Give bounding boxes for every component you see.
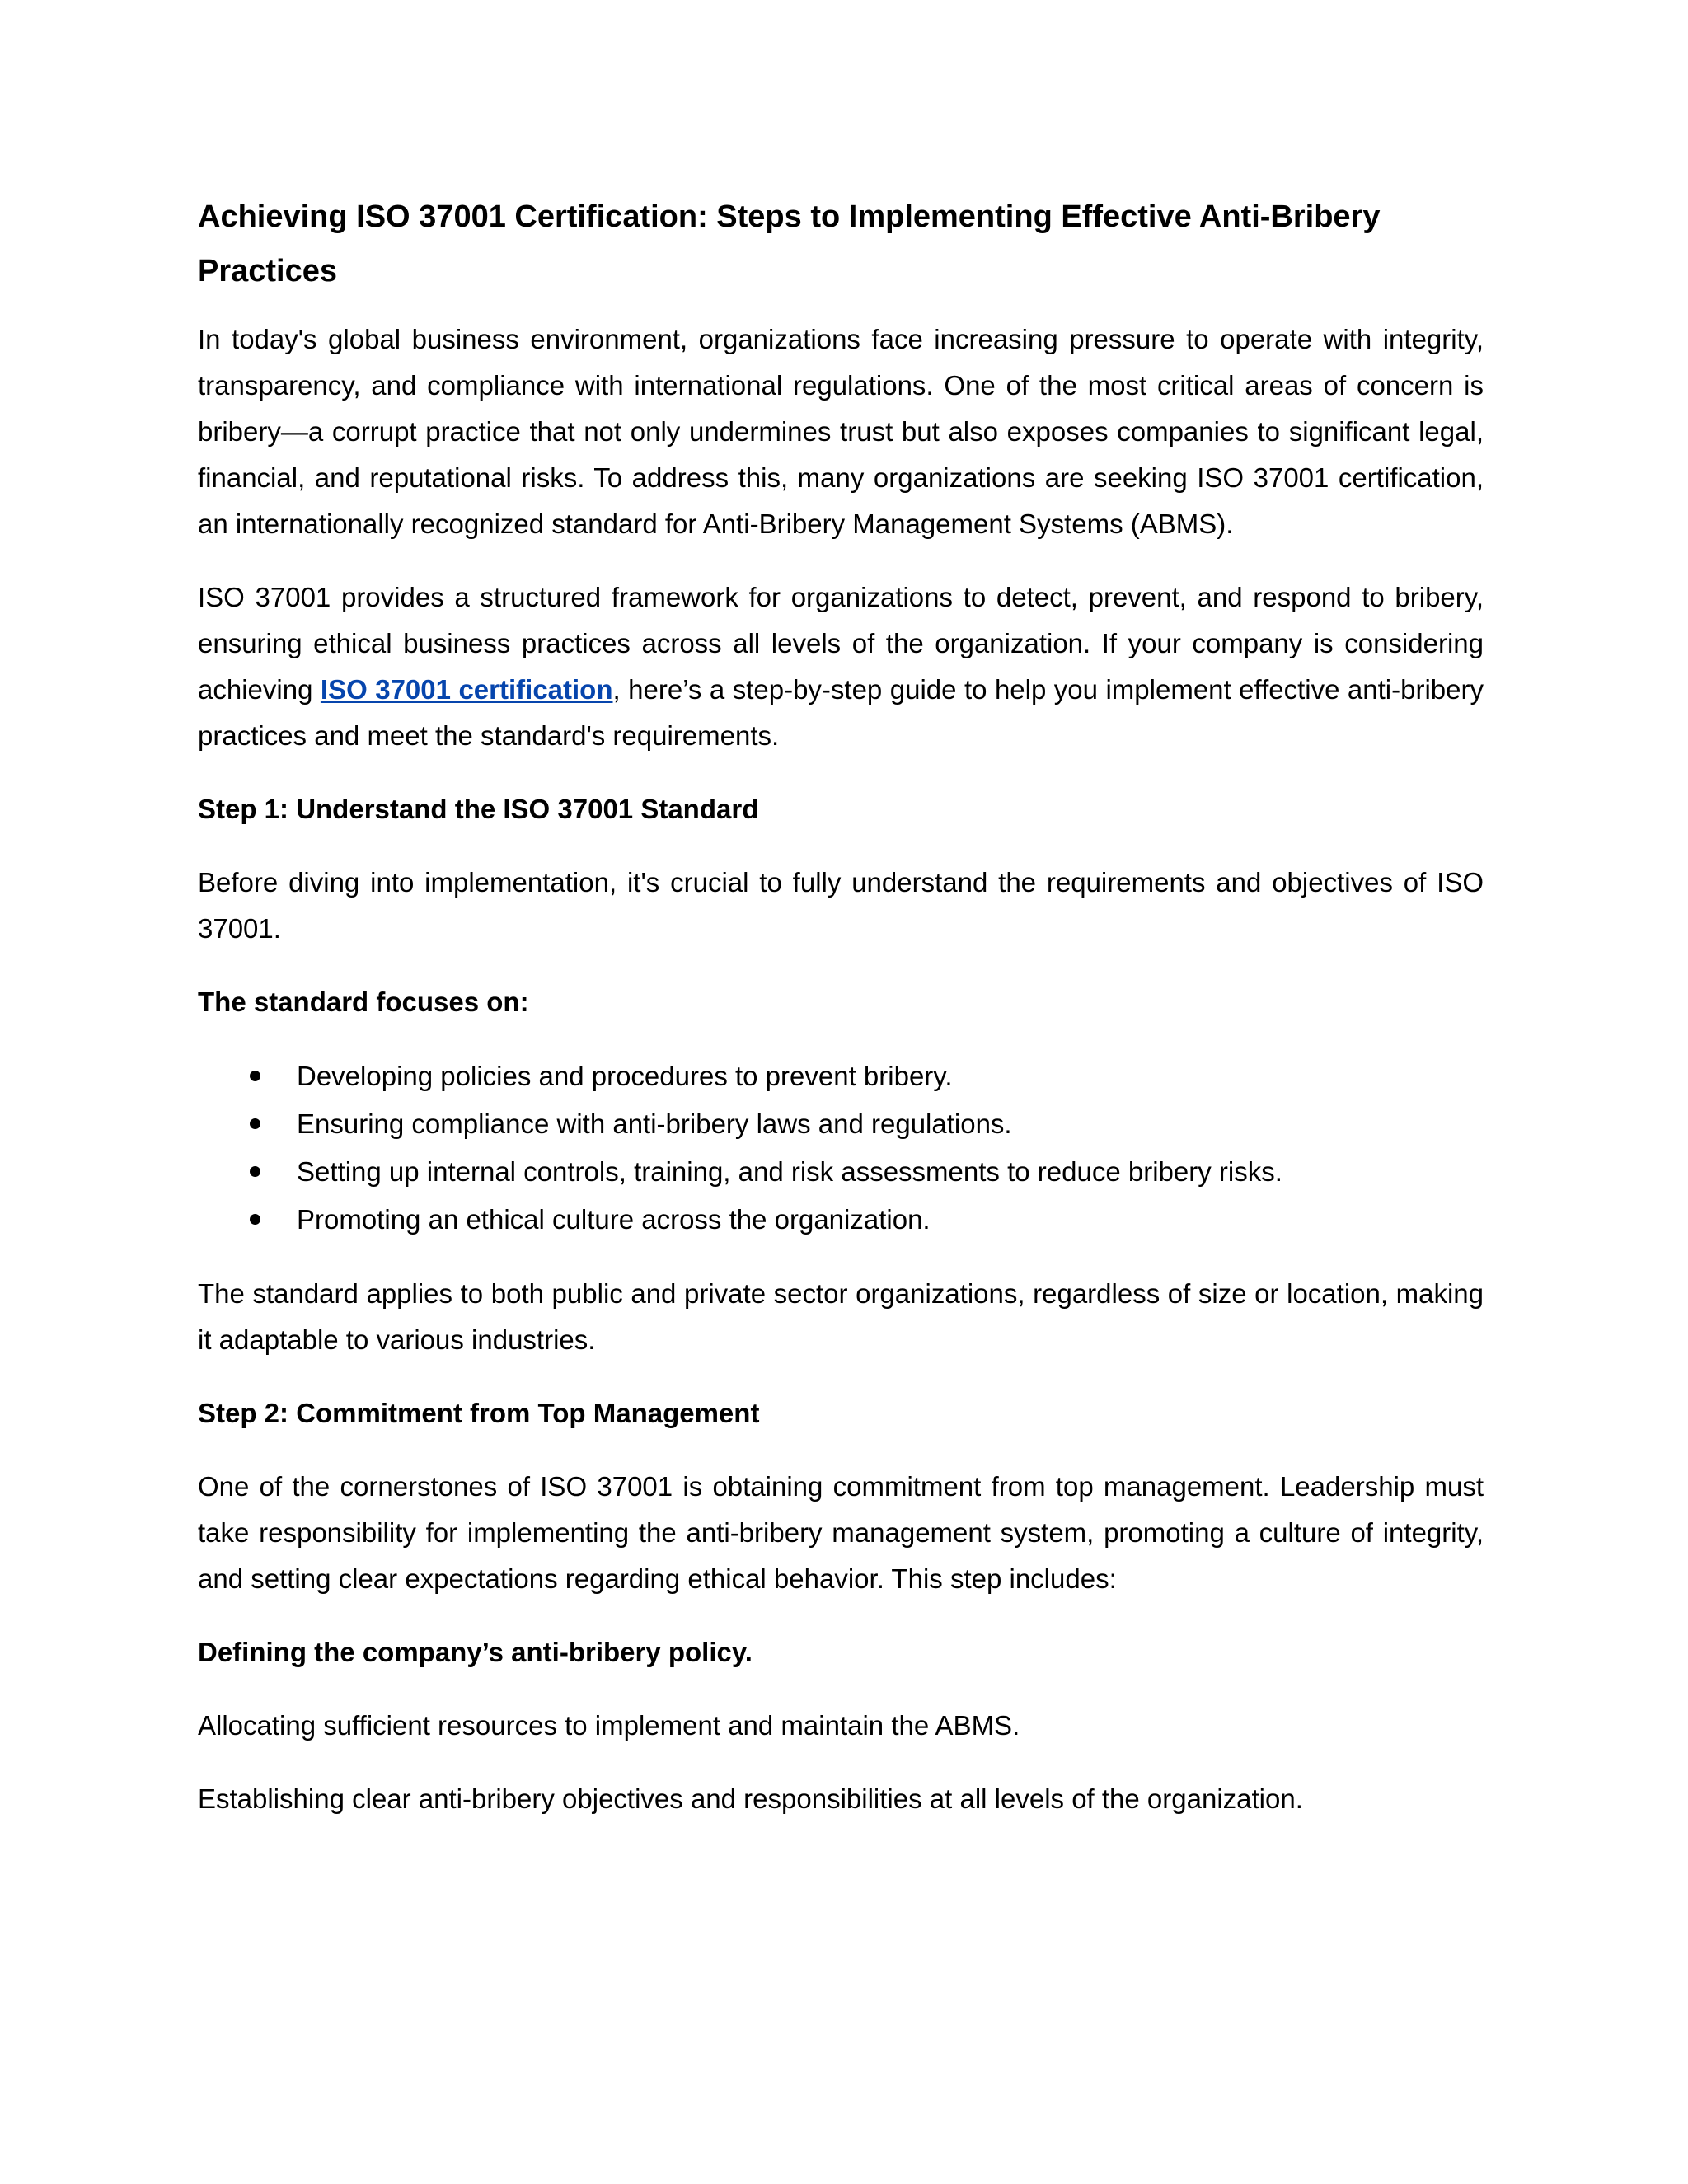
framework-text-before-link: ISO 37001 provides a structured framework for organizations to detect, prevent, and respond to bribery, ensuring ethical business practices across all levels of the organization. If your company is considering achieving [198, 582, 1484, 705]
list-item [198, 1196, 1484, 1244]
step2-paragraph: One of the cornerstones of ISO 37001 is obtaining commitment from top management. Leadership must take responsibility for implementing the anti-bribery management system, promoting a culture of integrity, and setting clear expectations regarding ethical behavior. This step includes: [198, 1471, 1484, 1594]
step2-heading: Step 2: Commitment from Top Management [198, 1398, 760, 1428]
intro-paragraph: In today's global business environment, organizations face increasing pressure to operate with integrity, transparency, and compliance with international regulations. One of the most critical areas of concern is bribery—a corrupt practice that not only undermines trust but also exposes companies to significant legal, financial, and reputational risks. To address this, many organizations are seeking ISO 37001 certification, an internationally recognized standard for Anti-Bribery Management Systems (ABMS). [198, 324, 1484, 539]
objectives-paragraph: Establishing clear anti-bribery objectives and responsibilities at all levels of the organization. [198, 1783, 1303, 1814]
focus-bullet-list [198, 1052, 1484, 1244]
bullet-icon [250, 1118, 260, 1129]
document-title: Achieving ISO 37001 Certification: Steps to Implementing Effective Anti-Bribery Practices [198, 199, 1381, 288]
step1-paragraph: Before diving into implementation, it's crucial to fully understand the requirements and objectives of ISO 37001. [198, 867, 1484, 944]
step1-heading: Step 1: Understand the ISO 37001 Standard [198, 794, 759, 824]
step1-closing-paragraph: The standard applies to both public and private sector organizations, regardless of size or location, making it adaptable to various industries. [198, 1278, 1484, 1355]
list-item-text: Setting up internal controls, training, and risk assessments to reduce bribery risks. [297, 1156, 1282, 1187]
list-item [198, 1052, 1484, 1100]
framework-text-after-link: , here’s a step-by-step guide to help you implement effective anti-bribery practices and meet the standard's requirements. [198, 674, 1484, 751]
focus-heading: The standard focuses on: [198, 987, 529, 1017]
list-item-text: Developing policies and procedures to prevent bribery. [297, 1061, 953, 1091]
list-item-text: Promoting an ethical culture across the organization. [297, 1204, 931, 1235]
bullet-icon [250, 1071, 260, 1081]
list-item [198, 1100, 1484, 1148]
list-item [198, 1148, 1484, 1196]
bullet-icon [250, 1214, 260, 1225]
list-item-text: Ensuring compliance with anti-bribery laws and regulations. [297, 1108, 1012, 1139]
iso-37001-certification-link[interactable]: ISO 37001 certification [320, 674, 613, 705]
framework-paragraph [198, 574, 1484, 759]
bullet-icon [250, 1166, 260, 1177]
resources-paragraph: Allocating sufficient resources to implement and maintain the ABMS. [198, 1710, 1020, 1741]
document-page [198, 190, 1484, 1849]
policy-heading: Defining the company’s anti-bribery policy. [198, 1637, 753, 1667]
